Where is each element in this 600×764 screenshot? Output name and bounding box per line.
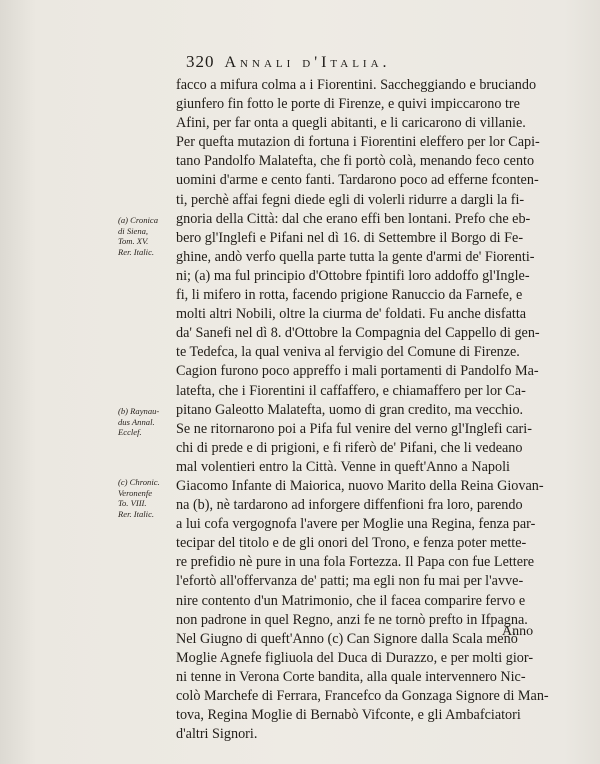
text-line: tano Pandolfo Malatefta, che fi portò colà, menando feco cento — [176, 153, 535, 170]
note-line: To. VIII. — [118, 498, 147, 508]
text-line: d'altri Signori. — [176, 726, 258, 743]
note-line: Rer. Italic. — [118, 246, 155, 257]
text-line: ni; (a) ma ful principio d'Ottobre fpintifi loro addoffo gl'Ingle- — [176, 267, 530, 284]
text-line: mal volentieri entro la Città. Venne in queft'Anno a Napoli — [176, 458, 510, 475]
text-line: molti altri Nobili, oltre la ciurma de' foldati. Fu anche disfatta — [176, 306, 527, 323]
note-line: Rer. Italic. — [118, 508, 155, 519]
text-line: chi di prede e di prigioni, e fi riferò de' Pifani, che li vedeano — [176, 439, 523, 456]
note-line: Tom. XV. — [118, 236, 149, 246]
text-line: pitano Galeotto Malatefta, uomo di gran credito, ma vecchio. — [176, 401, 524, 418]
main-text — [176, 76, 549, 744]
text-line: giunfero fin fotto le porte di Firenze, e quivi impiccarono tre — [176, 96, 520, 113]
text-line: gnoria della Città: dal che erano effi ben lontani. Prefo che eb- — [176, 210, 531, 227]
text-line: nire contento d'un Matrimonio, che il facea comparire fervo e — [176, 592, 526, 609]
note-line: di Siena, — [118, 225, 149, 236]
text-line: latefta, che i Fiorentini il caffaffero, e chiamaffero per lor Ca- — [176, 382, 526, 399]
text-line: Moglie Agnefe figliuola del Duca di Durazzo, e per molti gior- — [176, 649, 534, 666]
text-line: Per quefta mutazion di fortuna i Fiorentini eleffero per lor Capi- — [176, 134, 540, 151]
running-head: Annali d'Italia. — [224, 54, 391, 71]
text-line: te Tedefca, la qual veniva al fervigio del Comune di Firenze. — [176, 344, 520, 361]
note-line: (c) Chronic. — [118, 477, 160, 487]
text-line: na (b), nè tardarono ad inforgere diffenfioni fra loro, parendo — [176, 497, 523, 514]
text-line: bero gl'Inglefi e Pifani nel dì 16. di Settembre il Borgo di Fe- — [176, 229, 524, 246]
text-line: tecipar del titolo e de gli onori del Trono, e fenza poter mette- — [176, 535, 527, 552]
catchword: Anno — [502, 624, 534, 639]
margin-note-a — [118, 215, 180, 257]
text-line: uomini d'arme e cento fanti. Tardarono poco ad efferne fconten- — [176, 172, 539, 189]
page-header — [186, 52, 496, 72]
text-line: non padrone in quel Regno, anzi fe ne tornò prefto in Ifpagna. — [176, 611, 528, 628]
text-line: re prefidio nè pure in una fola Fortezza. Il Papa con fue Lettere — [176, 554, 535, 571]
text-line: Giacomo Infante di Maiorica, nuovo Marito della Reina Giovan- — [176, 477, 544, 494]
note-line: Ecclef. — [118, 427, 142, 437]
note-line: Veronenfe — [118, 487, 153, 498]
text-line: facco a mifura colma a i Fiorentini. Saccheggiando e bruciando — [176, 77, 537, 93]
text-line: ghine, andò verfo quella parte tutta la gente d'armi de' Fiorenti- — [176, 248, 535, 265]
note-line: (a) Cronica — [118, 215, 159, 225]
text-line: Nel Giugno di queft'Anno (c) Can Signore dalla Scala menò — [176, 630, 518, 647]
margin-note-b — [118, 406, 180, 438]
note-line: (b) Raynau- — [118, 406, 160, 416]
margin-note-c — [118, 477, 180, 519]
note-line: dus Annal. — [118, 416, 155, 427]
text-line: l'efortò all'offervanza de' patti; ma egli non fu mai per l'avve- — [176, 573, 524, 590]
text-line: Se ne ritornarono poi a Pifa ful venire del verno gl'Inglefi cari- — [176, 420, 532, 437]
text-line: tova, Regina Moglie di Bernabò Vifconte, e gli Ambafciatori — [176, 707, 521, 724]
text-line: ni tenne in Verona Corte bandita, alla quale intervennero Nic- — [176, 668, 526, 685]
text-line: ti, perchè affai fegni diede egli di volerli ridurre a dargli la fi- — [176, 191, 525, 208]
text-line: fi, li mifero in rotta, facendo prigione Ranuccio da Farnefe, e — [176, 287, 523, 304]
text-line: Cagion furono poco appreffo i mali portamenti di Pandolfo Ma- — [176, 363, 539, 380]
page-number: 320 — [186, 52, 215, 71]
text-line: a lui cofa vergognofa l'avere per Moglie una Regina, fenza par- — [176, 516, 536, 533]
text-line: colò Marchefe di Ferrara, Francefco da Gonzaga Signore di Man- — [176, 688, 549, 704]
text-line: da' Sanefi nel dì 8. d'Ottobre la Compagnia del Cappello di gen- — [176, 325, 540, 342]
text-line: Afini, per far onta a quegli abitanti, e li caricarono di villanie. — [176, 115, 526, 132]
